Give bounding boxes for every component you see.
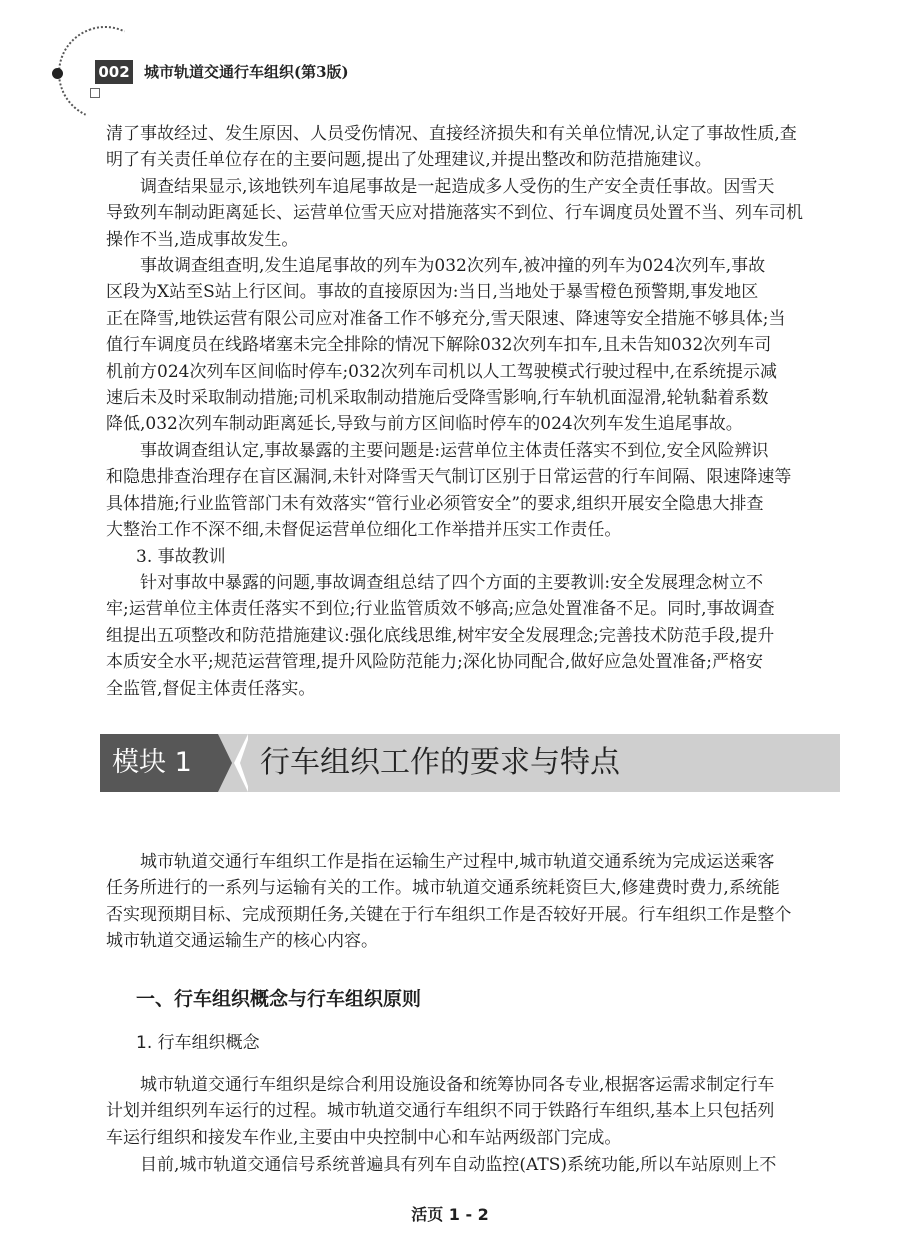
text-line: 本质安全水平;规范运营管理,提升风险防范能力;深化协同配合,做好应急处置准备;严格安 [106,652,763,673]
subsection-heading: 1. 行车组织概念 [136,1033,260,1053]
module-number-block [100,734,218,792]
text-line: 降低,032次列车制动距离延长,导致与前方区间临时停车的024次列车发生追尾事故。 [106,414,743,435]
text-line: 正在降雪,地铁运营有限公司应对准备工作不够充分,雪天限速、降速等安全措施不够具体;当 [106,308,786,329]
text-line: 城市轨道交通行车组织工作是指在运输生产过程中,城市轨道交通系统为完成运送乘客 [140,852,775,872]
section-heading: 一、行车组织概念与行车组织原则 [136,988,422,1010]
lessons-label: 3. 事故教训 [136,547,226,567]
text-line: 城市轨道交通行车组织是综合利用设施设备和统筹协同各专业,根据客运需求制定行车 [140,1075,775,1095]
paragraph-intro-4 [106,438,840,544]
text-line: 针对事故中暴露的问题,事故调查组总结了四个方面的主要教训:安全发展理念树立不 [140,573,764,593]
text-line: 速后未及时采取制动措施;司机采取制动措施后受降雪影响,行车轨机面湿滑,轮轨黏着系数 [106,387,769,408]
text-line: 明了有关责任单位存在的主要问题,提出了处理建议,并提出整改和防范措施建议。 [106,150,712,171]
text-line: 调查结果显示,该地铁列车追尾事故是一起造成多人受伤的生产安全责任事故。因雪天 [140,177,775,197]
text-line: 大整治工作不深不细,未督促运营单位细化工作举措并压实工作责任。 [106,520,622,541]
text-line: 全监管,督促主体责任落实。 [106,678,316,699]
module-banner [100,734,840,792]
page-number: 002 [95,60,133,84]
paragraph-module-intro [106,849,840,955]
paragraph-concept-2 [106,1152,840,1178]
header-square-icon [90,88,100,98]
header-dot-icon [52,68,63,79]
running-header-title: 城市轨道交通行车组织(第3版) [144,63,349,81]
text-line: 车运行组织和接发车作业,主要由中央控制中心和车站两级部门完成。 [106,1127,622,1148]
text-line: 清了事故经过、发生原因、人员受伤情况、直接经济损失和有关单位情况,认定了事故性质,查 [106,124,797,144]
paragraph-lessons [106,570,840,702]
page-footer: 活页 1 - 2 [411,1205,489,1224]
text-line: 组提出五项整改和防范措施建议:强化底线思维,树牢安全发展理念;完善技术防范手段,提升 [106,625,775,646]
text-line: 导致列车制动距离延长、运营单位雪天应对措施落实不到位、行车调度员处置不当、列车司机 [106,203,803,224]
paragraph-intro-2 [106,174,840,253]
text-line: 目前,城市轨道交通信号系统普遍具有列车自动监控(ATS)系统功能,所以车站原则上不 [140,1155,777,1175]
text-line: 事故调查组认定,事故暴露的主要问题是:运营单位主体责任落实不到位,安全风险辨识 [140,441,769,461]
text-line: 具体措施;行业监管部门未有效落实“管行业必须管安全”的要求,组织开展安全隐患大排查 [106,493,764,514]
text-line: 事故调查组查明,发生追尾事故的列车为032次列车,被冲撞的列车为024次列车,事故 [140,256,766,276]
text-line: 操作不当,造成事故发生。 [106,229,299,250]
text-line: 计划并组织列车运行的过程。城市轨道交通行车组织不同于铁路行车组织,基本上只包括列 [106,1101,775,1122]
banner-arrow-shape [218,734,232,792]
text-line: 区段为X站至S站上行区间。事故的直接原因为:当日,当地处于暴雪橙色预警期,事发地区 [106,282,759,303]
paragraph-intro-1 [106,121,840,174]
text-line: 和隐患排查治理存在盲区漏洞,未针对降雪天气制订区别于日常运营的行车间隔、限速降速等 [106,467,792,488]
text-line: 机前方024次列车区间临时停车;032次列车司机以人工驾驶模式行驶过程中,在系统提示减 [106,361,778,382]
text-line: 否实现预期目标、完成预期任务,关键在于行车组织工作是否较好开展。行车组织工作是整个 [106,904,792,925]
banner-divider-shape-inner [240,734,250,792]
text-line: 任务所进行的一系列与运输有关的工作。城市轨道交通系统耗资巨大,修建费时费力,系统能 [106,878,780,899]
module-title: 行车组织工作的要求与特点 [260,745,620,780]
paragraph-concept-1 [106,1072,840,1151]
text-line: 牢;运营单位主体责任落实不到位;行业监管质效不够高;应急处置准备不足。同时,事故调查 [106,599,775,620]
text-line: 值行车调度员在线路堵塞未完全排除的情况下解除032次列车扣车,且未告知032次列车司 [106,335,772,356]
module-number: 模块 1 [112,747,192,778]
text-line: 城市轨道交通运输生产的核心内容。 [106,931,378,952]
paragraph-intro-3 [106,253,840,438]
